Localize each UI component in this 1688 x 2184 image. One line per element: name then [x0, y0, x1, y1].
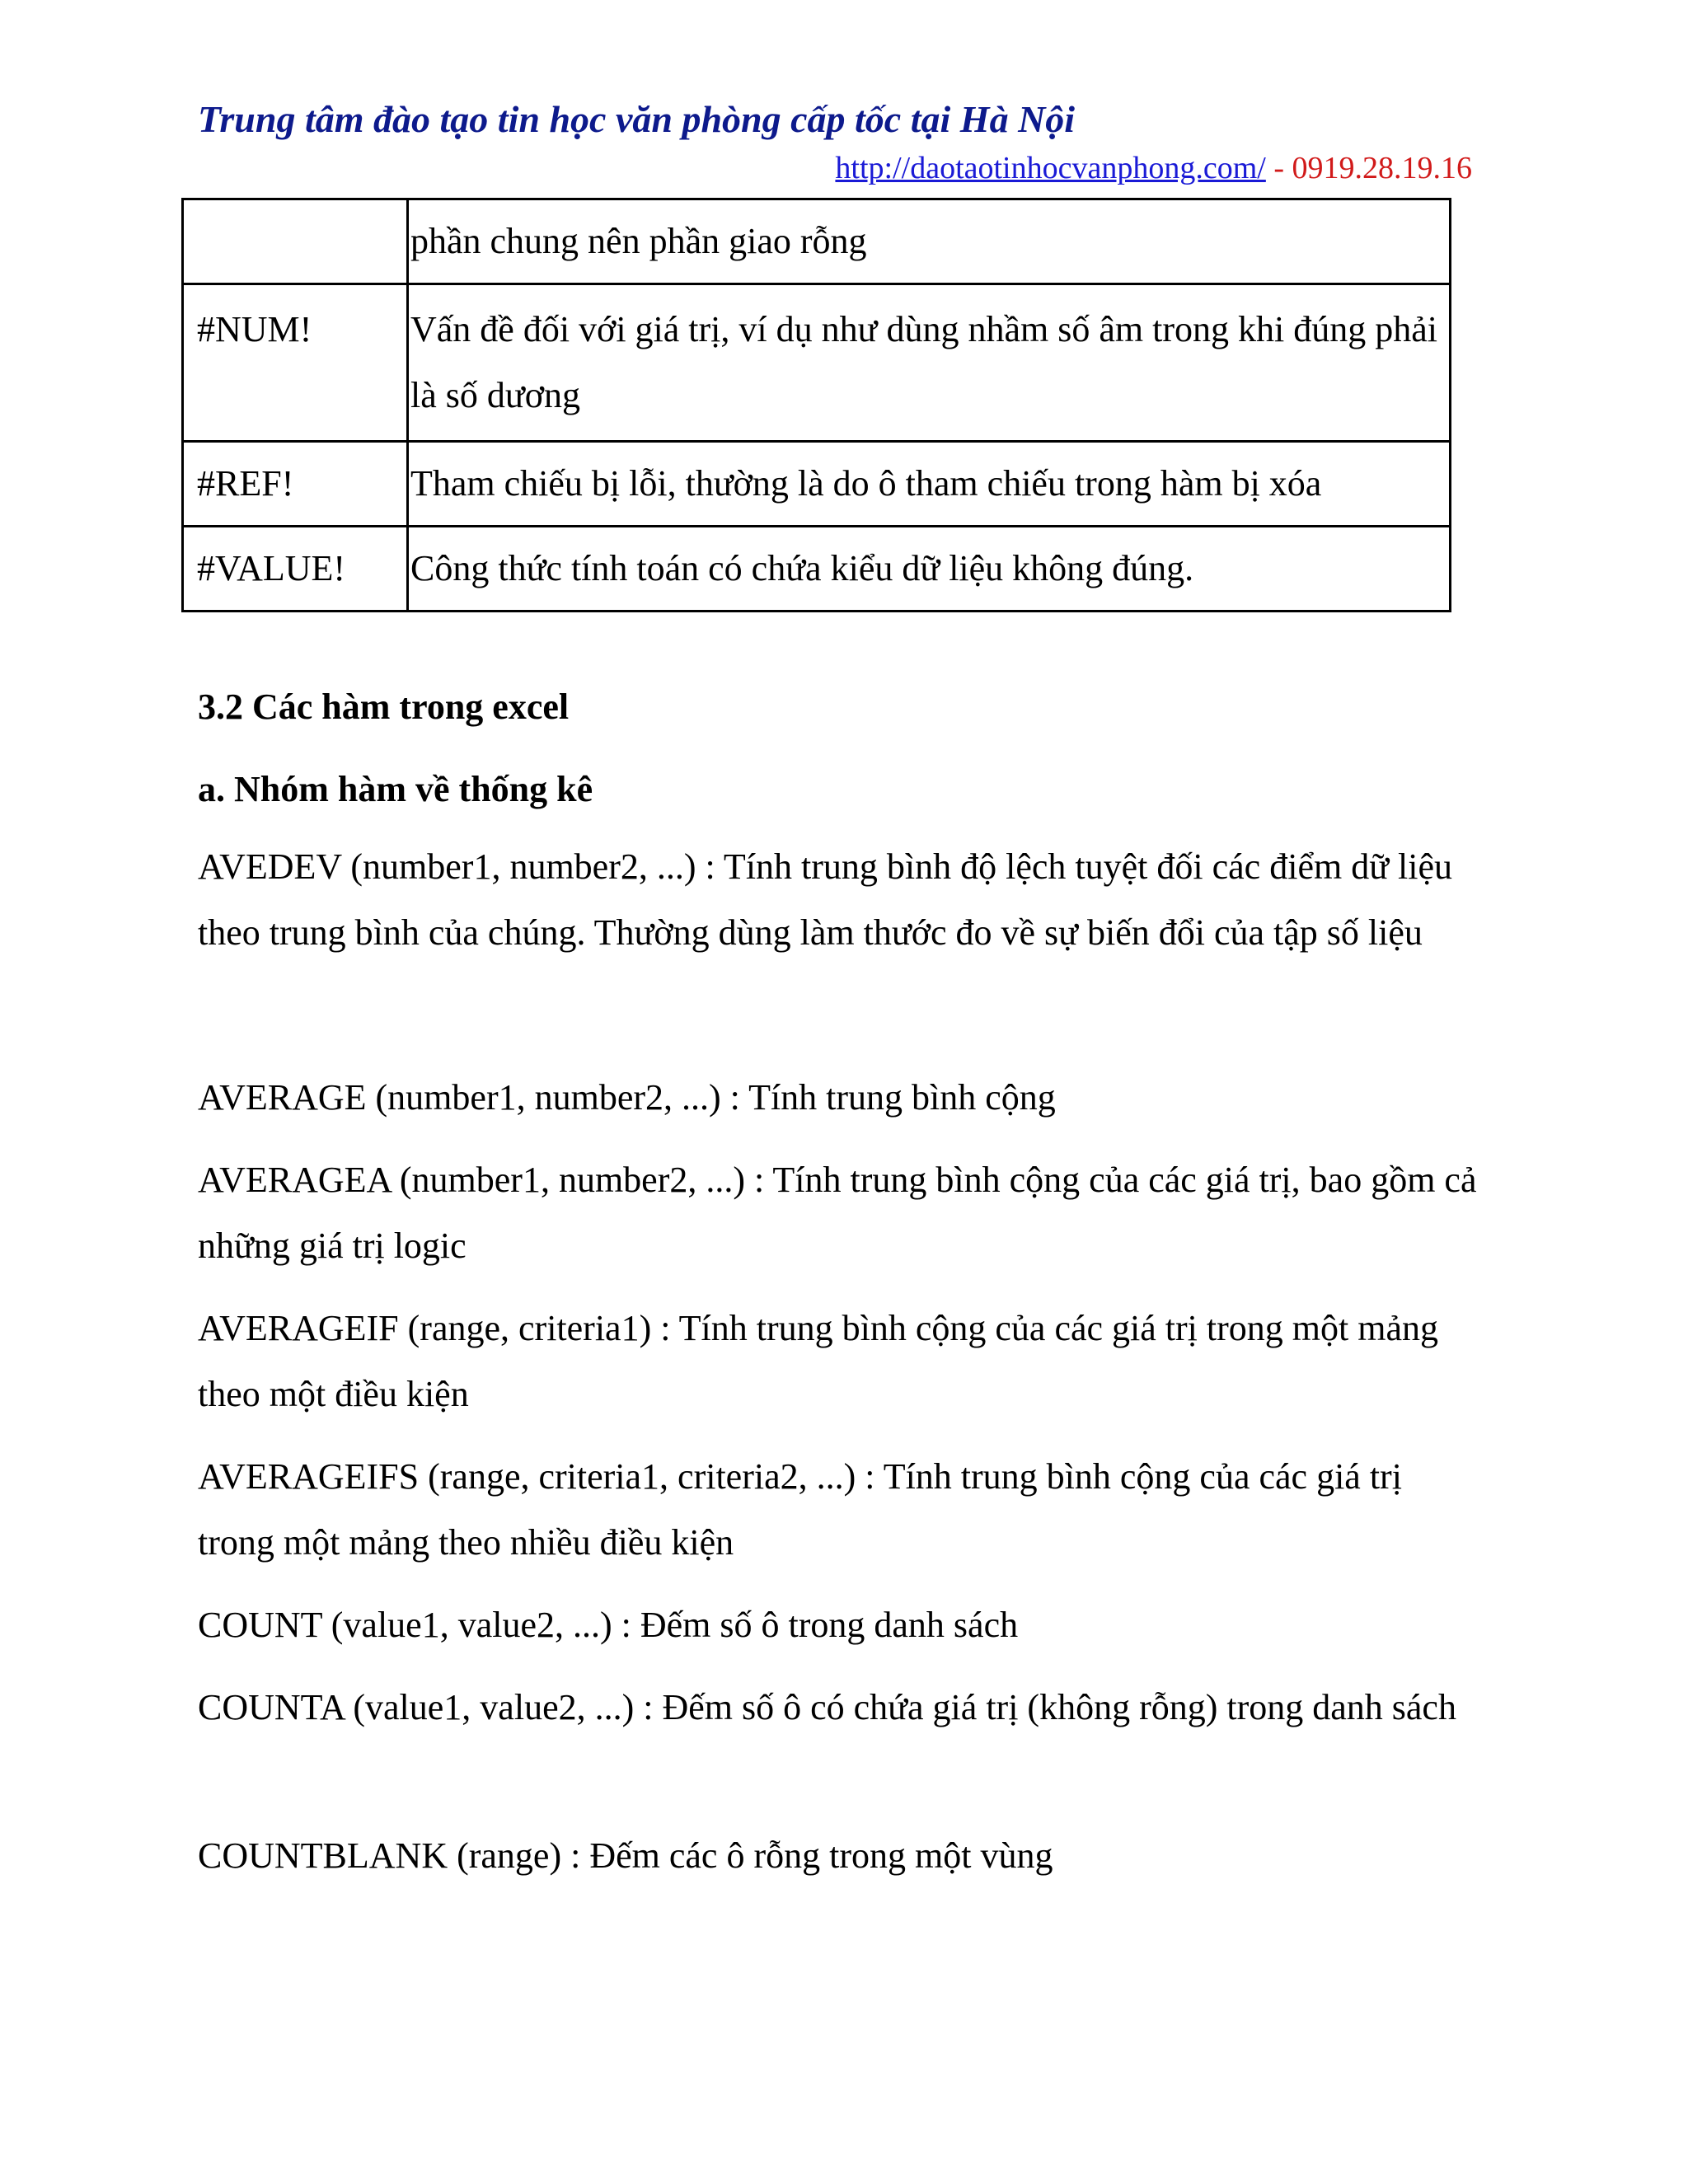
header-title: Trung tâm đào tạo tin học văn phòng cấp tốc tại Hà Nội — [198, 98, 1076, 140]
function-entry-count: COUNT (value1, value2, ...) : Đếm số ô trong danh sách — [198, 1605, 1019, 1645]
function-entry-averageif: AVERAGEIF (range, criteria1) : Tính trung bình cộng của các giá trị trong một mảng theo một điều kiện — [198, 1308, 1438, 1414]
section-subheading: a. Nhóm hàm về thống kê — [198, 769, 593, 809]
error-desc-cell — [408, 442, 1451, 527]
table-row — [183, 442, 1451, 527]
header-phone: 0919.28.19.16 — [1292, 151, 1472, 185]
function-entry-averagea: AVERAGEA (number1, number2, ...) : Tính trung bình cộng của các giá trị, bao gồm cả những giá trị logic — [198, 1160, 1477, 1266]
error-codes-table — [181, 198, 1451, 612]
error-code-cell: #NUM! — [183, 284, 408, 442]
section-heading: 3.2 Các hàm trong excel — [198, 687, 570, 727]
function-entry-avedev: AVEDEV (number1, number2, ...) : Tính trung bình độ lệch tuyệt đối các điểm dữ liệu theo trung bình của chúng. Thường dùng làm thước đo về sự biến đổi của tập số liệu — [198, 846, 1453, 953]
table-row — [183, 284, 1451, 442]
header-contact — [835, 150, 1472, 186]
error-desc-text: Công thức tính toán có chứa kiểu dữ liệu không đúng. — [410, 548, 1194, 588]
function-entry-average: AVERAGE (number1, number2, ...) : Tính trung bình cộng — [198, 1077, 1056, 1118]
error-code-cell — [183, 199, 408, 284]
error-desc-cell — [408, 284, 1451, 442]
website-link[interactable]: http://daotaotinhocvanphong.com/ — [835, 151, 1266, 185]
table-row — [183, 527, 1451, 612]
header-separator: - — [1265, 151, 1292, 185]
error-code-cell: #VALUE! — [183, 527, 408, 612]
error-desc-text: phần chung nên phần giao rỗng — [410, 221, 867, 261]
error-desc-text: Tham chiếu bị lỗi, thường là do ô tham chiếu trong hàm bị xóa — [410, 463, 1322, 504]
function-entry-counta: COUNTA (value1, value2, ...) : Đếm số ô có chứa giá trị (không rỗng) trong danh sách — [198, 1687, 1456, 1727]
table-row — [183, 199, 1451, 284]
error-desc-text: Vấn đề đối với giá trị, ví dụ như dùng nhầm số âm trong khi đúng phải là số dương — [410, 309, 1437, 415]
function-entry-averageifs: AVERAGEIFS (range, criteria1, criteria2, ...) : Tính trung bình cộng của các giá trị trong một mảng theo nhiều điều kiện — [198, 1456, 1402, 1563]
error-desc-cell — [408, 527, 1451, 612]
error-code-cell: #REF! — [183, 442, 408, 527]
error-desc-cell — [408, 199, 1451, 284]
function-entry-countblank: COUNTBLANK (range) : Đếm các ô rỗng trong một vùng — [198, 1835, 1053, 1876]
